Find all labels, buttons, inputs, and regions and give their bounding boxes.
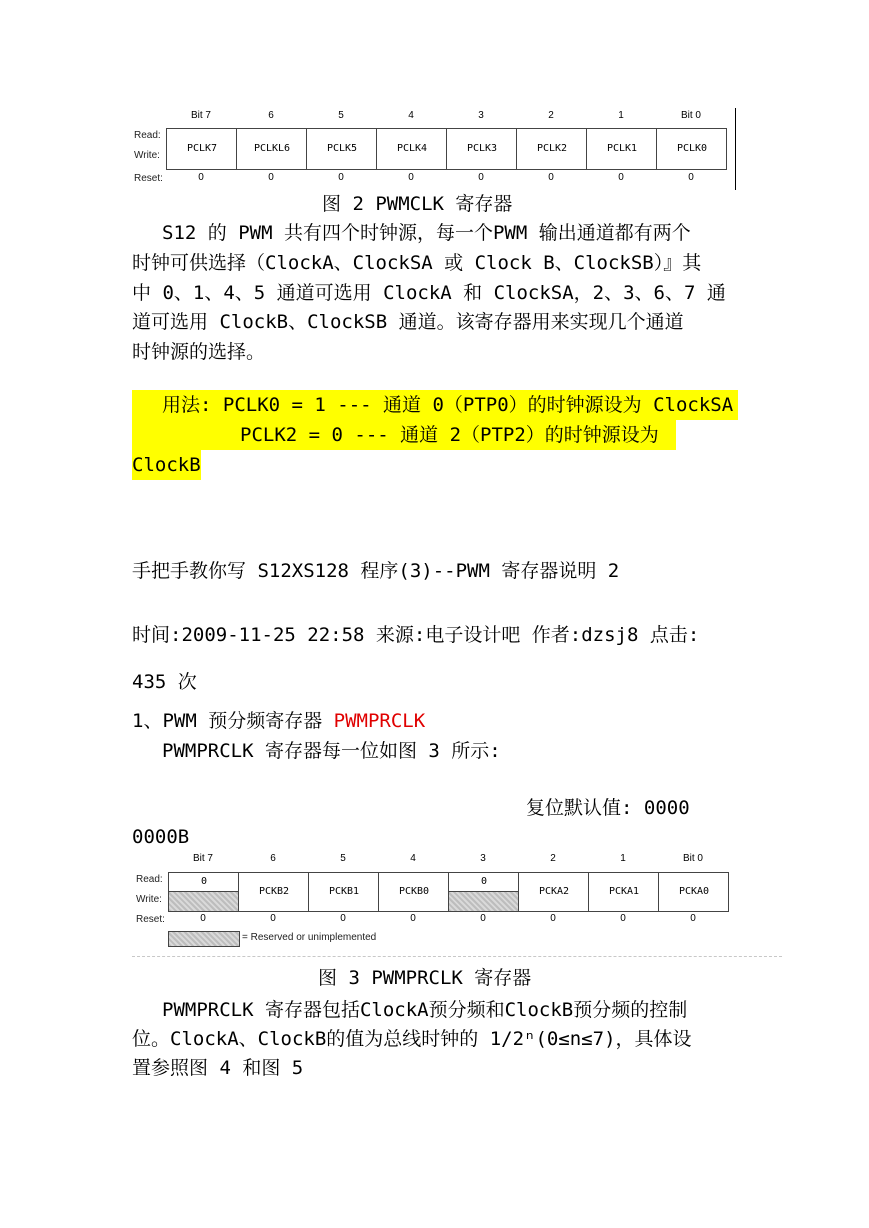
usage-line-1: 用法: PCLK0 = 1 --- 通道 0（PTP0）的时钟源设为 ClockSA [132,390,738,420]
reset-default-continued: 0000B [132,826,190,848]
register-cells [168,872,729,912]
bit-header: Bit 7 [192,853,213,864]
register-cell: PCLKL6 [236,129,307,169]
reserved-hatch [169,892,239,911]
reset-value: 0 [478,172,484,183]
bit-header: 5 [338,110,344,121]
paragraph-line: 时钟可供选择（ClockA、ClockSA 或 Clock B、ClockSB）』其 [132,252,702,274]
reserved-value: 0 [169,873,239,892]
paragraph-line: 置参照图 4 和图 5 [132,1057,304,1079]
row-label-write: Write: [136,894,162,905]
register-cell: PCLK2 [516,129,587,169]
article-title: 手把手教你写 S12XS128 程序(3)--PWM 寄存器说明 2 [132,560,620,582]
figure-2-register [130,108,740,193]
reset-value: 0 [408,172,414,183]
bit-header: 1 [618,110,624,121]
register-cell: PCLK0 [656,129,727,169]
reset-value: 0 [200,913,206,924]
register-cell: PCLK3 [446,129,517,169]
register-cell: PCLK5 [306,129,377,169]
bit-header: 2 [548,110,554,121]
register-cell: PCKB2 [238,873,309,911]
figure-2-caption: 图 2 PWMCLK 寄存器 [322,193,513,215]
reset-row [130,172,730,186]
bit-header: Bit 7 [190,110,211,121]
row-label-reset: Reset: [134,173,163,184]
bit-header: 4 [408,110,414,121]
reset-value: 0 [548,172,554,183]
row-label-write: Write: [134,150,160,161]
reset-value: 0 [270,913,276,924]
section-heading-register: PWMPRCLK [333,710,426,732]
figure-divider [132,956,782,957]
paragraph-line: 道可选用 ClockB、ClockSB 通道。该寄存器用来实现几个通道 [132,311,684,333]
article-meta: 时间:2009-11-25 22:58 来源:电子设计吧 作者:dzsj8 点击: [132,624,700,646]
bit-header-row [132,853,732,867]
row-label-reset: Reset: [136,914,165,925]
register-cell: PCKA2 [518,873,589,911]
reset-value: 0 [198,172,204,183]
paragraph-line: S12 的 PWM 共有四个时钟源，每一个PWM 输出通道都有两个 [162,222,691,244]
row-label-read: Read: [136,874,163,885]
section-heading [132,706,425,736]
reset-value: 0 [618,172,624,183]
reset-row [132,913,732,927]
paragraph-line: 位。ClockA、ClockB的值为总线时钟的 1/2ⁿ(0≤n≤7)，具体设 [132,1028,692,1050]
register-cell: PCLK7 [166,129,237,169]
bit-header: 6 [270,853,276,864]
section-description: PWMPRCLK 寄存器每一位如图 3 所示: [162,740,501,762]
bit-header-row [130,110,730,124]
row-label-read: Read: [134,130,161,141]
bit-header: 1 [620,853,626,864]
bit-header: Bit 0 [682,853,703,864]
bit-header: 3 [478,110,484,121]
bit-header: 5 [340,853,346,864]
register-cell: PCLK1 [586,129,657,169]
figure-2-right-border [735,108,736,190]
legend-swatch [168,931,240,947]
reset-value: 0 [550,913,556,924]
bit-header: 2 [550,853,556,864]
reset-value: 0 [340,913,346,924]
reserved-cell [168,873,239,911]
reset-value: 0 [620,913,626,924]
reset-value: 0 [338,172,344,183]
usage-line-2: PCLK2 = 0 --- 通道 2（PTP2）的时钟源设为 [132,420,676,450]
article-clicks: 435 次 [132,671,197,693]
reset-default-label: 复位默认值: 0000 [526,797,690,819]
reset-value: 0 [480,913,486,924]
reserved-value: 0 [449,873,519,892]
usage-line-3: ClockB [132,450,201,480]
figure-3-caption: 图 3 PWMPRCLK 寄存器 [318,967,532,989]
paragraph-line: 时钟源的选择。 [132,341,266,363]
paragraph-line: PWMPRCLK 寄存器包括ClockA预分频和ClockB预分频的控制 [162,999,688,1021]
reset-value: 0 [268,172,274,183]
register-cell: PCKA0 [658,873,729,911]
reset-value: 0 [688,172,694,183]
bit-header: Bit 0 [680,110,701,121]
register-cell: PCLK4 [376,129,447,169]
bit-header: 4 [410,853,416,864]
reserved-hatch [449,892,519,911]
bit-header: 6 [268,110,274,121]
register-cell: PCKA1 [588,873,659,911]
paragraph-line: 中 0、1、4、5 通道可选用 ClockA 和 ClockSA，2、3、6、7 通 [132,282,726,304]
figure-3-register [132,850,732,958]
register-cell: PCKB1 [308,873,379,911]
register-cells [166,128,727,170]
reset-value: 0 [410,913,416,924]
reset-value: 0 [690,913,696,924]
section-heading-prefix: 1、PWM 预分频寄存器 [132,710,334,732]
bit-header: 3 [480,853,486,864]
reserved-cell [448,873,519,911]
legend-text: = Reserved or unimplemented [242,932,377,943]
register-cell: PCKB0 [378,873,449,911]
